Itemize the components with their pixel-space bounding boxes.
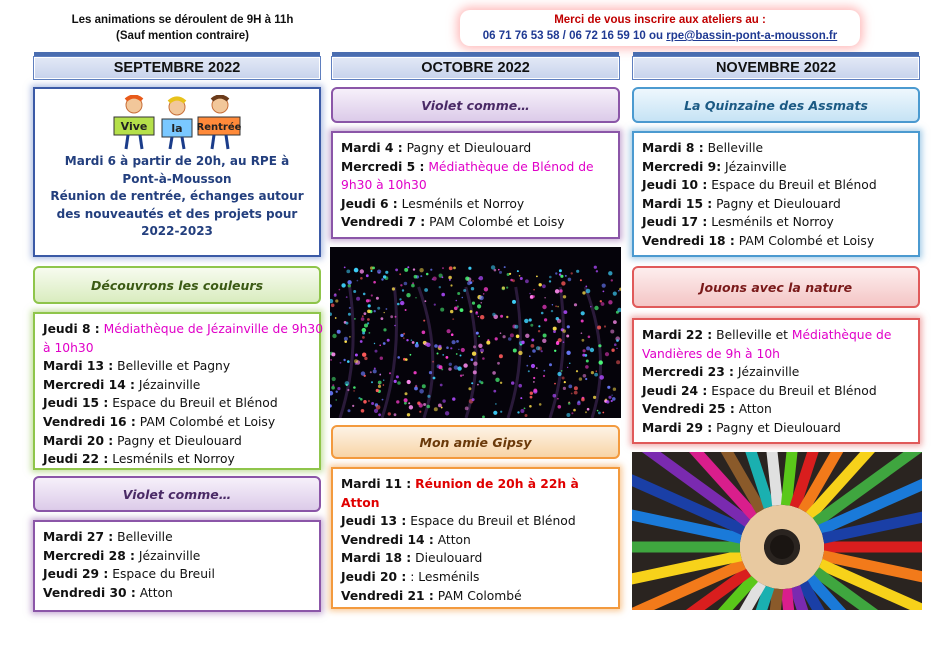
list-item: Vendredi 18 : PAM Colombé et Loisy xyxy=(642,233,875,248)
vive-la-rentree-logo xyxy=(112,95,242,151)
list-item: Jeudi 8 : Médiathèque de Jézainville de 9h30 xyxy=(43,322,324,336)
list-item: Mardi 15 : Pagny et Dieulouard xyxy=(642,196,841,211)
list-item: Jeudi 15 : Espace du Breuil et Blénod xyxy=(43,396,278,411)
intro-line: Mardi 6 à partir de 20h, au RPE à xyxy=(64,154,290,168)
list-item: Mercredi 28 : Jézainville xyxy=(43,548,201,563)
theme-jouons-nature: Jouons avec la nature xyxy=(632,266,920,308)
exception-line: (Sauf mention contraire) xyxy=(116,30,249,42)
list-item-continuation: Vandières de 9h à 10h xyxy=(642,346,780,361)
list-item: Mardi 4 : Pagny et Dieulouard xyxy=(341,141,532,155)
list-item: Jeudi 17 : Lesménils et Norroy xyxy=(642,215,834,230)
intro-line: Réunion de rentrée, échanges autour xyxy=(50,189,304,203)
list-item-continuation: Atton xyxy=(341,495,380,510)
list-item: Jeudi 24 : Espace du Breuil et Blénod xyxy=(642,383,877,398)
list-item: Mardi 29 : Pagny et Dieulouard xyxy=(642,420,841,435)
october-schedule-2 xyxy=(331,467,620,609)
list-item: Mardi 18 : Dieulouard xyxy=(341,551,483,566)
october-schedule-1 xyxy=(331,131,620,239)
svg-text:la: la xyxy=(171,122,183,135)
svg-text:Rentrée: Rentrée xyxy=(196,122,242,133)
svg-text:Vive: Vive xyxy=(120,120,148,133)
month-september: SEPTEMBRE 2022 xyxy=(33,56,321,80)
september-schedule-1 xyxy=(33,312,324,470)
list-item: Mercredi 5 : Médiathèque de Blénod de xyxy=(341,159,594,174)
list-item: Jeudi 22 : Lesménils et Norroy xyxy=(43,452,235,467)
theme-mon-amie-gipsy: Mon amie Gipsy xyxy=(331,425,620,459)
list-item: Jeudi 6 : Lesménils et Norroy xyxy=(341,196,525,211)
list-item: Mardi 20 : Pagny et Dieulouard xyxy=(43,433,242,448)
list-item: Mardi 22 : Belleville et Médiathèque de xyxy=(642,328,892,342)
list-item: Vendredi 7 : PAM Colombé et Loisy xyxy=(341,215,565,230)
theme-quinzaine-assmats: La Quinzaine des Assmats xyxy=(632,87,920,123)
list-item: Mardi 13 : Belleville et Pagny xyxy=(43,359,231,374)
registration-line: Merci de vous inscrire aux ateliers au : xyxy=(554,14,766,26)
list-item-continuation: à 10h30 xyxy=(43,340,94,355)
theme-decouvrons-couleurs: Découvrons les couleurs xyxy=(33,266,321,304)
rentree-intro xyxy=(33,87,321,257)
list-item: Mardi 11 : Réunion de 20h à 22h à xyxy=(341,477,579,491)
phone-numbers: 06 71 76 53 58 / 06 72 16 59 10 xyxy=(482,30,646,42)
intro-line: Pont-à-Mousson xyxy=(122,171,232,186)
november-schedule-1 xyxy=(632,131,920,257)
list-item: Vendredi 30 : Atton xyxy=(43,585,173,600)
month-october: OCTOBRE 2022 xyxy=(331,56,620,80)
list-item: Mercredi 14 : Jézainville xyxy=(43,377,201,392)
registration-note xyxy=(460,10,860,46)
schedule-note xyxy=(40,12,325,44)
november-schedule-2 xyxy=(632,318,920,444)
september-schedule-2 xyxy=(33,520,321,612)
theme-violet-comme-oct: Violet comme… xyxy=(331,87,620,123)
colored-pencils-image xyxy=(632,452,922,610)
list-item: Jeudi 13 : Espace du Breuil et Blénod xyxy=(341,514,576,529)
list-item: Jeudi 20 : : Lesménils xyxy=(341,569,480,584)
list-item: Mardi 27 : Belleville xyxy=(43,530,173,544)
list-item: Vendredi 25 : Atton xyxy=(642,402,772,417)
violet-lights-image xyxy=(330,247,621,418)
email-link[interactable]: rpe@bassin-pont-a-mousson.fr xyxy=(666,30,838,42)
list-item: Mercredi 9: Jézainville xyxy=(642,159,787,174)
theme-violet-comme-sep: Violet comme… xyxy=(33,476,321,512)
list-item: Jeudi 10 : Espace du Breuil et Blénod xyxy=(642,178,877,193)
list-item-continuation: 9h30 à 10h30 xyxy=(341,178,427,193)
intro-line: des nouveautés et des projets pour xyxy=(56,206,298,221)
list-item: Vendredi 16 : PAM Colombé et Loisy xyxy=(43,414,276,429)
month-november: NOVEMBRE 2022 xyxy=(632,56,920,80)
list-item: Vendredi 14 : Atton xyxy=(341,532,471,547)
hours-line: Les animations se déroulent de 9H à 11h xyxy=(71,14,294,26)
or-text: ou xyxy=(649,30,664,42)
list-item: Vendredi 21 : PAM Colombé xyxy=(341,588,522,603)
intro-line: 2022-2023 xyxy=(141,224,213,238)
list-item: Mardi 8 : Belleville xyxy=(642,141,764,155)
list-item: Jeudi 29 : Espace du Breuil xyxy=(43,567,215,582)
list-item: Mercredi 23 : Jézainville xyxy=(642,365,800,380)
